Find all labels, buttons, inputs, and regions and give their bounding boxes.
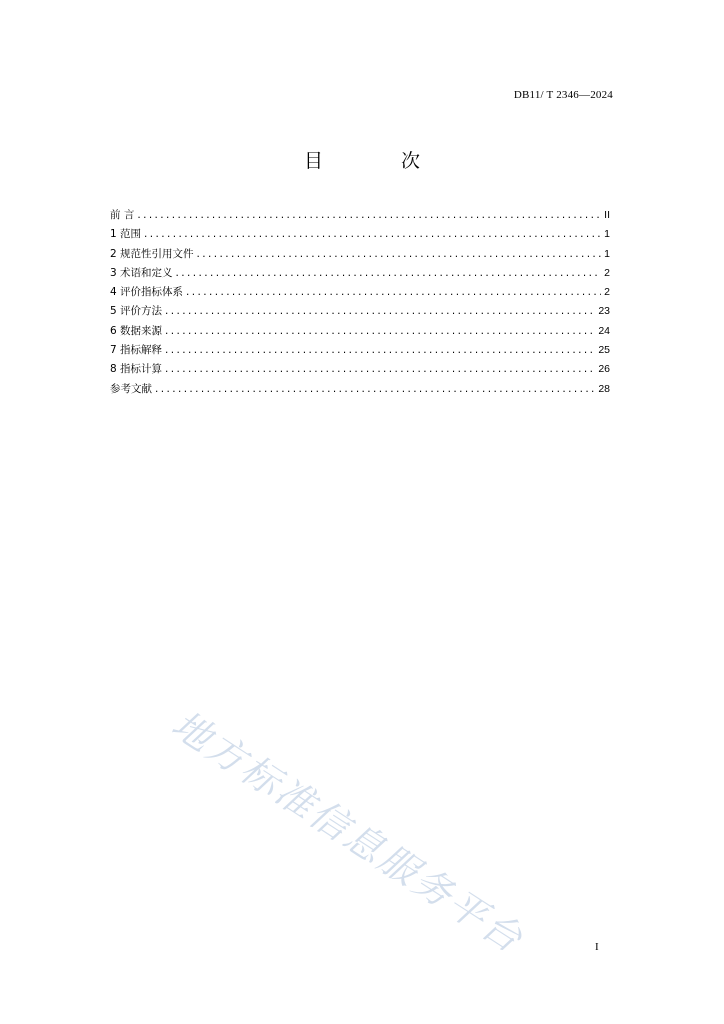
toc-entry-normative-references[interactable] — [110, 245, 610, 264]
toc-leader-dots — [165, 341, 595, 360]
toc-entry-label: 8 指标计算 — [110, 363, 163, 376]
toc-leader-dots — [165, 302, 595, 321]
toc-entry-page: II — [604, 209, 610, 221]
toc-entry-page: 2 — [604, 266, 610, 279]
toc-entry-label: 前 言 — [110, 209, 135, 221]
toc-entry-indicator-system[interactable] — [110, 283, 610, 302]
toc-leader-dots — [165, 360, 595, 379]
toc-entry-page: 1 — [604, 247, 610, 260]
toc-entry-foreword[interactable] — [110, 206, 610, 225]
toc-entry-page: 25 — [598, 344, 610, 357]
toc-entry-page: 1 — [604, 228, 610, 241]
toc-entry-bibliography[interactable] — [110, 380, 610, 399]
toc-entry-scope[interactable] — [110, 225, 610, 244]
page-title: 目 次 — [303, 150, 457, 172]
watermark: 地方标准信息服务平台 — [164, 701, 532, 963]
table-of-contents — [110, 206, 610, 399]
toc-entry-label: 1 范围 — [110, 228, 142, 241]
toc-entry-indicator-calculation[interactable] — [110, 360, 610, 379]
toc-entry-label: 参考文献 — [110, 382, 152, 395]
toc-leader-dots — [165, 322, 595, 341]
toc-entry-terms-definitions[interactable] — [110, 264, 610, 283]
toc-entry-indicator-explanation[interactable] — [110, 341, 610, 360]
toc-entry-page: 28 — [598, 382, 610, 395]
toc-entry-label: 7 指标解释 — [110, 344, 163, 357]
document-code: DB11/ T 2346—2024 — [513, 89, 613, 101]
toc-entry-label: 2 规范性引用文件 — [110, 247, 194, 260]
toc-entry-data-sources[interactable] — [110, 322, 610, 341]
toc-entry-evaluation-method[interactable] — [110, 302, 610, 321]
toc-leader-dots — [197, 245, 602, 264]
page-number: I — [595, 941, 599, 953]
toc-leader-dots — [176, 264, 602, 283]
toc-leader-dots — [155, 380, 595, 399]
toc-entry-page: 26 — [598, 363, 610, 376]
toc-leader-dots — [186, 283, 601, 302]
toc-entry-label: 4 评价指标体系 — [110, 286, 184, 299]
toc-entry-page: 24 — [598, 324, 610, 337]
toc-entry-page: 2 — [604, 286, 610, 299]
toc-entry-label: 6 数据来源 — [110, 324, 163, 337]
toc-leader-dots — [137, 206, 601, 225]
toc-entry-label: 3 术语和定义 — [110, 266, 173, 279]
toc-entry-page: 23 — [598, 305, 610, 318]
toc-entry-label: 5 评价方法 — [110, 305, 163, 318]
toc-leader-dots — [144, 225, 601, 244]
